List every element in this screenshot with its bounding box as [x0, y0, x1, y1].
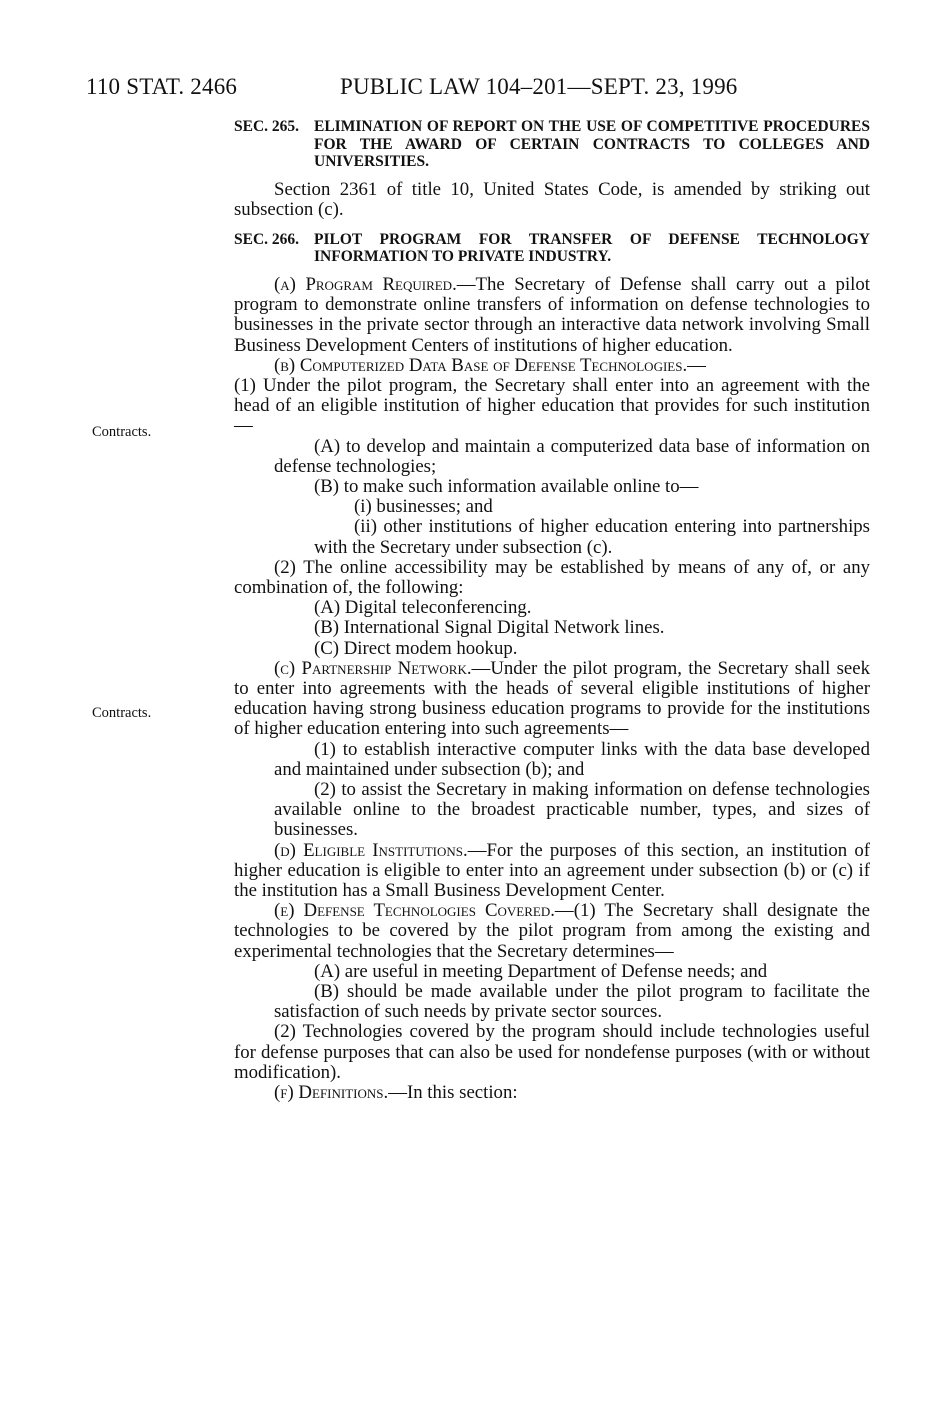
subsection-e — [234, 901, 870, 962]
subsection-a-text: —The Secretary of Defense shall carry out a pilot program to demonstrate online transfers of information on defense technologies to businesses in the private sector through an interactive data network involving Small Business Development Centers of institutions of higher education. — [234, 273, 870, 356]
subsection-c — [234, 659, 870, 740]
subsection-d-text: —For the purposes of this section, an institution of higher education is eligible to enter into an agreement under subsection (b) or (c) if the institution has a Small Business Development Center. — [234, 839, 870, 901]
document-body — [234, 118, 870, 1103]
subsection-a-heading: (a) Program Required. — [274, 273, 457, 295]
subsection-c-2: (2) to assist the Secretary in making information on defense technologies available online to the broadest practicable number, types, and sizes of businesses. — [274, 778, 870, 841]
subsection-b-1: (1) Under the pilot program, the Secretary shall enter into an agreement with the head of an eligible institution of higher education that provides for such institution— — [234, 374, 870, 437]
subsection-e-text: —(1) The Secretary shall designate the technologies to be covered by the pilot program from among the existing and experimental technologies that the Secretary determines— — [234, 900, 870, 962]
margin-note-contracts-1: Contracts. — [92, 424, 152, 440]
subsection-e-1-A: (A) are useful in meeting Department of Defense needs; and — [314, 960, 768, 982]
subsection-b-2-A: (A) Digital teleconferencing. — [314, 597, 532, 619]
subsection-c-text: —Under the pilot program, the Secretary shall seek to enter into agreements with the heads of several eligible institutions of higher education having strong business education programs to provide for the institutions of higher education entering into such agreements— — [234, 657, 870, 740]
subsection-d-heading: (d) Eligible Institutions. — [274, 839, 468, 861]
subsection-b-2-B: (B) International Signal Digital Network lines. — [314, 617, 665, 639]
subsection-b-1-B-i: (i) businesses; and — [354, 496, 493, 518]
subsection-b-1-B-ii: (ii) other institutions of higher education entering into partnerships with the Secretary under subsection (c). — [314, 516, 870, 558]
subsection-b-2-C: (C) Direct modem hookup. — [314, 637, 518, 659]
subsection-b-heading-line — [234, 356, 870, 376]
subsection-b-1-A: (A) to develop and maintain a computerized data base of information on defense technologies; — [274, 435, 870, 477]
subsection-d — [234, 841, 870, 902]
subsection-b-heading: (b) Computerized Data Base of Defense Technologies. — [274, 354, 688, 376]
section-265-text: Section 2361 of title 10, United States Code, is amended by striking out subsection (c). — [234, 178, 870, 220]
subsection-f — [234, 1083, 870, 1103]
subsection-a — [234, 275, 870, 356]
subsection-b-dash: — — [687, 354, 706, 376]
subsection-e-2: (2) Technologies covered by the program should include technologies useful for defense purposes that can also be used for nondefense purposes (with or without modification). — [234, 1021, 870, 1083]
section-266-number: SEC. 266. — [234, 230, 300, 248]
section-266-title: PILOT PROGRAM FOR TRANSFER OF DEFENSE TECHNOLOGY INFORMATION TO PRIVATE INDUSTRY. — [314, 230, 870, 266]
public-law-citation: PUBLIC LAW 104–201—SEPT. 23, 1996 — [340, 74, 738, 99]
subsection-e-1-B: (B) should be made available under the pilot program to facilitate the satisfaction of such needs by private sector sources. — [274, 981, 870, 1023]
stat-page-number: 110 STAT. 2466 — [86, 74, 238, 99]
section-266-heading — [234, 231, 870, 266]
subsection-f-heading: (f) Definitions. — [274, 1082, 389, 1104]
section-265-title: ELIMINATION OF REPORT ON THE USE OF COMPETITIVE PROCEDURES FOR THE AWARD OF CERTAIN CONTRACTS TO COLLEGES AND UNIVERSITIES. — [314, 118, 870, 170]
subsection-e-heading: (e) Defense Technologies Covered. — [274, 900, 555, 922]
section-265-heading — [234, 118, 870, 171]
subsection-f-text: —In this section: — [388, 1082, 518, 1104]
subsection-b-1-B: (B) to make such information available online to— — [314, 475, 699, 497]
section-265-number: SEC. 265. — [234, 118, 300, 135]
page-header — [86, 74, 737, 100]
margin-note-contracts-2: Contracts. — [92, 705, 152, 721]
subsection-c-1: (1) to establish interactive computer links with the data base developed and maintained under subsection (b); and — [274, 738, 870, 780]
subsection-b-2: (2) The online accessibility may be established by means of any of, or any combination of, the following: — [234, 556, 870, 598]
subsection-c-heading: (c) Partnership Network. — [274, 657, 472, 679]
